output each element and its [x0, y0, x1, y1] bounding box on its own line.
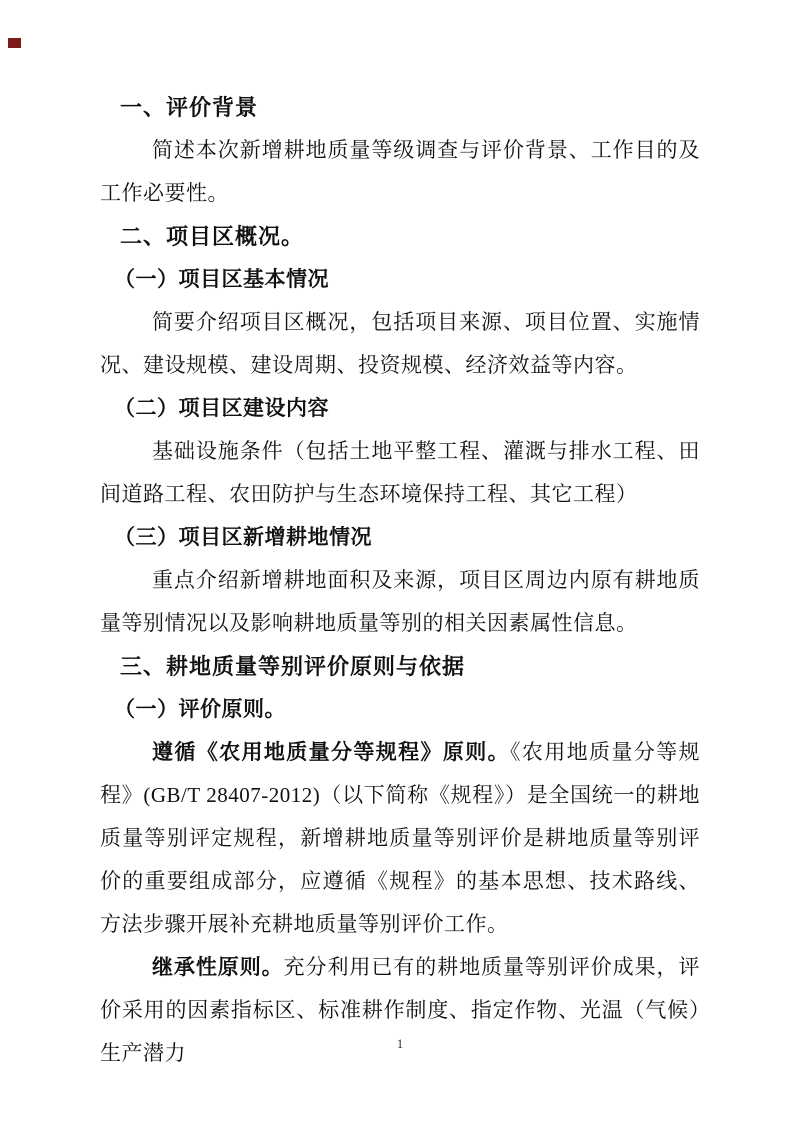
paragraph-text: 《农用地质量分等规程》(GB/T 28407-2012)（以下简称《规程》）是全国统一的耕地质量等别评定规程，新增耕地质量等别评价是耕地质量等别评价的重要组成部分，应遵循《规程》的基本思想、技术路线、方法步骤开展补充耕地质量等别评价工作。	[100, 740, 700, 936]
subsection-heading-2-2: （二）项目区建设内容	[114, 397, 329, 420]
section-heading-3: 三、耕地质量等别评价原则与依据	[120, 654, 466, 679]
paragraph-text: 简述本次新增耕地质量等级调查与评价背景、工作目的及工作必要性。	[100, 138, 700, 205]
paragraph	[100, 129, 700, 215]
paragraph-text: 重点介绍新增耕地面积及来源，项目区周边内原有耕地质量等别情况以及影响耕地质量等别的相关因素属性信息。	[100, 568, 700, 635]
section-heading-2: 二、项目区概况。	[120, 224, 305, 249]
paragraph-text: 基础设施条件（包括土地平整工程、灌溉与排水工程、田间道路工程、农田防护与生态环境保持工程、其它工程）	[100, 439, 700, 506]
paragraph	[100, 430, 700, 516]
paragraph-lead: 继承性原则。	[152, 955, 284, 979]
paragraph	[100, 731, 700, 946]
paragraph	[100, 559, 700, 645]
subsection-heading-2-3: （三）项目区新增耕地情况	[114, 526, 372, 549]
subsection-heading-2-1: （一）项目区基本情况	[114, 268, 329, 291]
paragraph-text: 简要介绍项目区概况，包括项目来源、项目位置、实施情况、建设规模、建设周期、投资规模、经济效益等内容。	[100, 310, 700, 377]
paragraph	[100, 301, 700, 387]
paragraph	[100, 946, 700, 1075]
paragraph-text: 充分利用已有的耕地质量等别评价成果，评价采用的因素指标区、标准耕作制度、指定作物、光温（气候）生产潜力	[100, 955, 700, 1065]
section-heading-1: 一、评价背景	[120, 95, 259, 120]
page-number: 1	[396, 1036, 404, 1051]
paragraph-lead: 遵循《农用地质量分等规程》原则。	[152, 740, 510, 764]
document-body	[100, 86, 700, 1075]
subsection-heading-3-1: （一）评价原则。	[114, 697, 286, 721]
corner-mark	[8, 38, 21, 48]
